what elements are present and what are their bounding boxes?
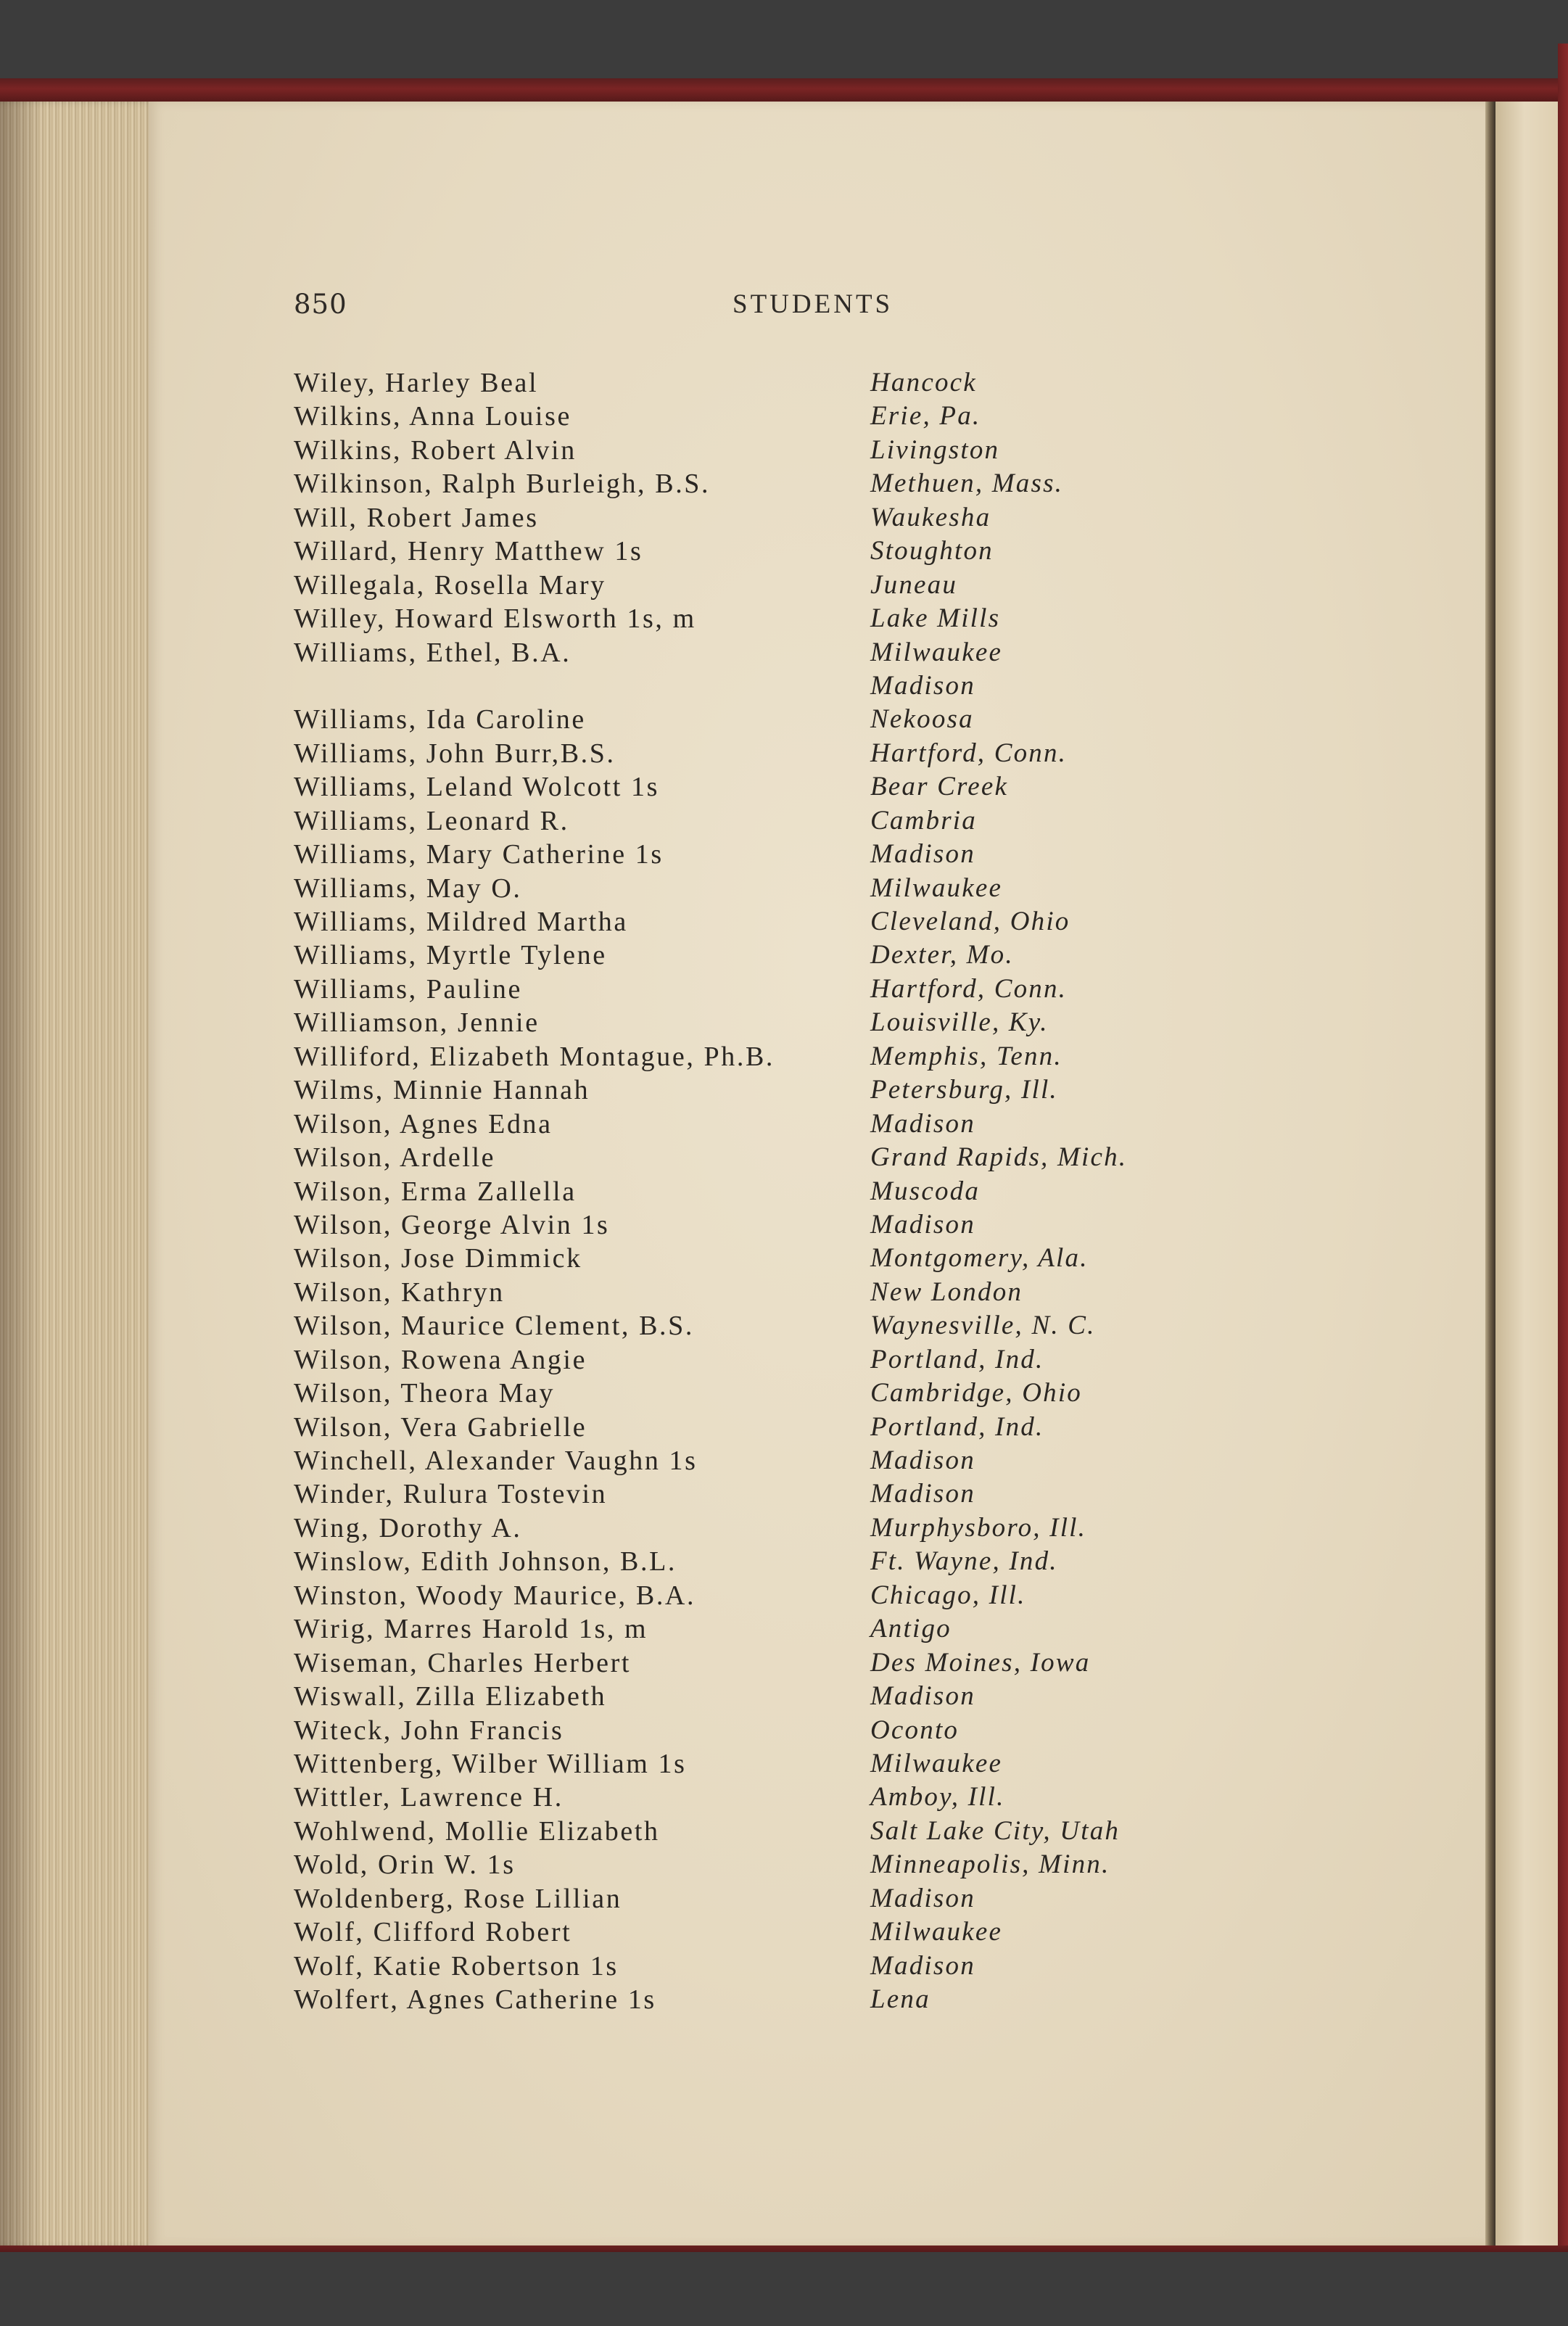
student-name: Williams, Mildred Martha — [294, 907, 628, 937]
student-hometown: Oconto — [870, 1715, 960, 1745]
student-hometown: Hartford, Conn. — [870, 973, 1068, 1004]
student-entry — [294, 1612, 1186, 1646]
student-name: Witeck, John Francis — [294, 1715, 564, 1746]
student-hometown: Madison — [870, 1108, 975, 1139]
student-entry — [294, 838, 1186, 871]
student-name: Wilson, Jose Dimmick — [294, 1243, 582, 1274]
student-hometown: Stoughton — [870, 536, 994, 566]
student-hometown: Hancock — [870, 368, 977, 397]
running-head: STUDENTS — [733, 289, 894, 319]
student-hometown: Amboy, Ill. — [870, 1782, 1005, 1812]
student-name: Wittler, Lawrence H. — [294, 1782, 564, 1813]
student-entry — [294, 1141, 1186, 1174]
page-stack-edges — [0, 102, 156, 2247]
student-hometown: Madison — [870, 1209, 975, 1240]
student-entry — [294, 1781, 1186, 1814]
student-entry — [294, 804, 1186, 838]
orphan-place: Madison — [870, 671, 975, 701]
student-name: Willegala, Rosella Mary — [294, 569, 606, 601]
student-hometown: Chicago, Ill. — [870, 1580, 1026, 1610]
student-entry — [294, 1175, 1186, 1208]
student-entry — [294, 703, 1186, 736]
student-name: Wilkinson, Ralph Burleigh, B.S. — [294, 469, 711, 500]
student-entry — [294, 1579, 1186, 1612]
student-entry — [294, 1242, 1186, 1275]
student-hometown: Waynesville, N. C. — [870, 1311, 1096, 1341]
student-entry — [294, 1411, 1186, 1444]
student-name: Wilson, Agnes Edna — [294, 1108, 553, 1139]
student-hometown: Madison — [870, 1883, 975, 1913]
student-hometown: Murphysboro, Ill. — [870, 1512, 1087, 1543]
student-name: Wilson, Kathryn — [294, 1277, 505, 1308]
student-hometown: Nekoosa — [870, 704, 974, 735]
student-name: Wirig, Marres Harold 1s, m — [294, 1614, 648, 1645]
student-name: Williford, Elizabeth Montague, Ph.B. — [294, 1041, 775, 1072]
page-number: 850 — [294, 289, 347, 320]
student-hometown: Dexter, Mo. — [870, 940, 1014, 970]
student-name: Willard, Henry Matthew 1s — [294, 536, 643, 567]
student-entry — [294, 535, 1186, 568]
background-bottom — [0, 2252, 1568, 2326]
student-name: Will, Robert James — [294, 502, 539, 533]
student-entry — [294, 973, 1186, 1006]
student-entry — [294, 1747, 1186, 1781]
student-name: Wilson, Erma Zallella — [294, 1176, 577, 1207]
student-name: Wing, Dorothy A. — [294, 1512, 522, 1543]
student-name: Wilson, Ardelle — [294, 1142, 496, 1174]
student-name: Wilson, George Alvin 1s — [294, 1209, 610, 1240]
student-entry — [294, 872, 1186, 905]
student-entry — [294, 1848, 1186, 1881]
student-name: Williams, Ethel, B.A. — [294, 637, 572, 668]
student-hometown: New London — [870, 1277, 1023, 1307]
student-hometown: Lena — [870, 1984, 931, 2014]
student-list — [294, 366, 1186, 2016]
student-name: Willey, Howard Elsworth 1s, m — [294, 603, 696, 635]
student-entry — [294, 434, 1186, 467]
student-name: Williams, Leland Wolcott 1s — [294, 772, 659, 803]
student-name: Wilson, Rowena Angie — [294, 1344, 587, 1375]
student-hometown: Minneapolis, Minn. — [870, 1849, 1110, 1880]
student-entry — [294, 1714, 1186, 1747]
student-hometown: Portland, Ind. — [870, 1411, 1044, 1442]
student-entry — [294, 1815, 1186, 1848]
student-entry — [294, 1680, 1186, 1713]
student-hometown: Madison — [870, 1445, 975, 1475]
student-entry — [294, 1006, 1186, 1039]
student-name: Woldenberg, Rose Lillian — [294, 1883, 622, 1914]
background-top — [0, 0, 1568, 81]
facing-page-edge — [1495, 102, 1568, 2247]
student-entry — [294, 1477, 1186, 1511]
student-hometown: Salt Lake City, Utah — [870, 1815, 1121, 1846]
student-entry — [294, 737, 1186, 770]
student-hometown: Waukesha — [870, 502, 991, 532]
student-hometown: Madison — [870, 1479, 975, 1509]
student-hometown: Portland, Ind. — [870, 1344, 1044, 1374]
student-hometown: Milwaukee — [870, 1748, 1003, 1778]
student-entry — [294, 1512, 1186, 1545]
student-hometown: Antigo — [870, 1614, 952, 1644]
student-name: Winston, Woody Maurice, B.A. — [294, 1580, 696, 1611]
student-name: Williams, Myrtle Tylene — [294, 940, 607, 971]
student-entry — [294, 501, 1186, 535]
student-name: Wohlwend, Mollie Elizabeth — [294, 1815, 660, 1847]
student-name: Wilkins, Robert Alvin — [294, 434, 577, 466]
student-name: Williams, Mary Catherine 1s — [294, 839, 664, 870]
student-entry — [294, 1377, 1186, 1410]
student-name: Wolf, Katie Robertson 1s — [294, 1950, 619, 1981]
student-name: Wiswall, Zilla Elizabeth — [294, 1681, 607, 1712]
student-hometown: Madison — [870, 1681, 975, 1712]
student-hometown: Cambria — [870, 805, 977, 836]
student-entry — [294, 1343, 1186, 1377]
student-hometown: Milwaukee — [870, 637, 1003, 667]
student-hometown: Petersburg, Ill. — [870, 1075, 1058, 1105]
page-gutter — [1485, 102, 1495, 2247]
student-hometown: Muscoda — [870, 1176, 981, 1206]
student-name: Wiley, Harley Beal — [294, 368, 539, 398]
student-hometown: Ft. Wayne, Ind. — [870, 1546, 1058, 1577]
student-hometown: Milwaukee — [870, 1917, 1003, 1947]
student-name: Williams, John Burr,B.S. — [294, 738, 616, 769]
student-name: Williams, Pauline — [294, 973, 522, 1005]
student-name: Wilson, Maurice Clement, B.S. — [294, 1311, 694, 1342]
student-name: Williams, Ida Caroline — [294, 704, 586, 735]
student-hometown: Madison — [870, 839, 975, 870]
blank-row — [294, 669, 1186, 703]
student-name: Wilson, Vera Gabrielle — [294, 1411, 587, 1443]
student-name: Wilms, Minnie Hannah — [294, 1075, 590, 1106]
student-hometown: Cleveland, Ohio — [870, 907, 1070, 936]
student-hometown: Des Moines, Iowa — [870, 1647, 1091, 1678]
student-hometown: Cambridge, Ohio — [870, 1378, 1082, 1409]
student-entry — [294, 1073, 1186, 1107]
student-hometown: Milwaukee — [870, 873, 1003, 903]
student-hometown: Memphis, Tenn. — [870, 1041, 1062, 1071]
book-cover-right-edge — [1558, 44, 1568, 2263]
student-name: Wilson, Theora May — [294, 1378, 556, 1409]
student-entry — [294, 602, 1186, 635]
student-entry — [294, 366, 1186, 400]
student-entry — [294, 569, 1186, 602]
student-hometown: Erie, Pa. — [870, 401, 981, 432]
student-name: Williams, May O. — [294, 873, 522, 904]
student-hometown: Hartford, Conn. — [870, 738, 1068, 768]
student-entry — [294, 1915, 1186, 1949]
student-name: Wolf, Clifford Robert — [294, 1917, 572, 1948]
student-entry — [294, 1983, 1186, 2016]
student-name: Wittenberg, Wilber William 1s — [294, 1748, 687, 1779]
student-entry — [294, 1108, 1186, 1141]
student-hometown: Livingston — [870, 434, 1000, 465]
student-entry — [294, 905, 1186, 939]
student-name: Winslow, Edith Johnson, B.L. — [294, 1546, 677, 1578]
student-hometown: Grand Rapids, Mich. — [870, 1142, 1128, 1173]
student-entry — [294, 400, 1186, 433]
student-entry — [294, 1309, 1186, 1343]
student-name: Wold, Orin W. 1s — [294, 1849, 516, 1881]
student-hometown: Madison — [870, 1950, 975, 1981]
student-entry — [294, 1444, 1186, 1477]
student-hometown: Bear Creek — [870, 772, 1009, 802]
student-hometown: Louisville, Ky. — [870, 1007, 1049, 1038]
student-entry — [294, 1545, 1186, 1578]
student-hometown: Methuen, Mass. — [870, 469, 1064, 499]
student-name: Wiseman, Charles Herbert — [294, 1647, 631, 1678]
student-entry — [294, 467, 1186, 500]
student-hometown: Lake Mills — [870, 603, 1001, 634]
student-entry — [294, 1276, 1186, 1309]
student-entry — [294, 636, 1186, 669]
student-entry — [294, 939, 1186, 972]
student-name: Winchell, Alexander Vaughn 1s — [294, 1445, 698, 1476]
student-entry — [294, 1208, 1186, 1242]
student-hometown: Montgomery, Ala. — [870, 1243, 1089, 1274]
student-entry — [294, 1882, 1186, 1915]
student-entry — [294, 770, 1186, 804]
book-cover-top-edge — [0, 78, 1568, 104]
student-name: Williams, Leonard R. — [294, 805, 569, 836]
student-name: Winder, Rulura Tostevin — [294, 1479, 608, 1510]
student-hometown: Juneau — [870, 569, 958, 600]
student-entry — [294, 1950, 1186, 1983]
student-name: Wilkins, Anna Louise — [294, 401, 572, 432]
student-entry — [294, 1646, 1186, 1680]
student-name: Williamson, Jennie — [294, 1007, 540, 1039]
student-entry — [294, 1040, 1186, 1073]
student-name: Wolfert, Agnes Catherine 1s — [294, 1984, 656, 2015]
